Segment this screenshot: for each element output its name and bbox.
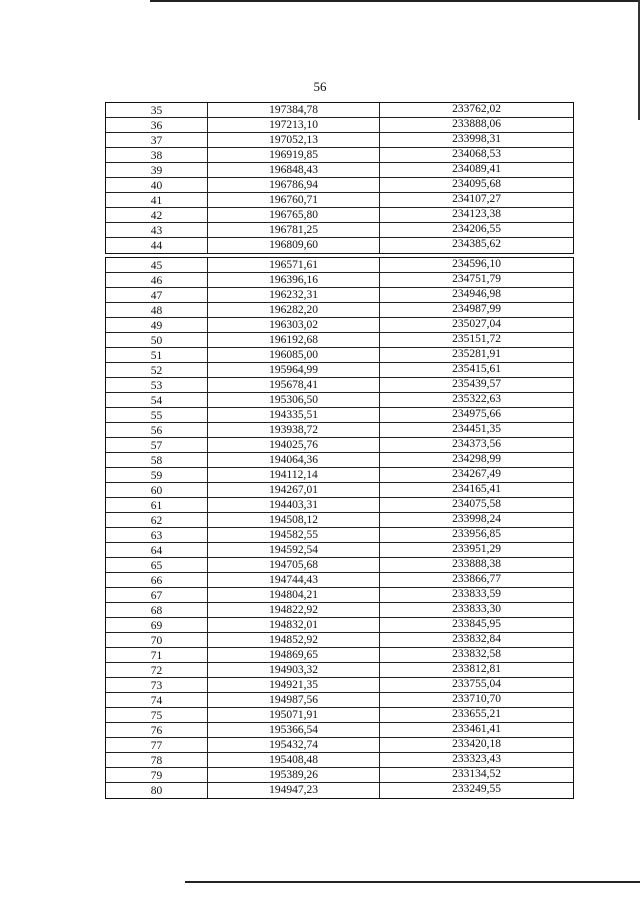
point-number-cell: 80 [106,783,208,798]
x-coordinate-cell: 195071,91 [208,708,380,722]
point-number-cell: 74 [106,693,208,707]
table-row [106,738,573,753]
y-coordinate-cell: 233951,29 [452,543,501,555]
y-coordinate-cell: 233888,38 [452,558,501,570]
table-row [106,133,573,148]
y-coordinate-cell: 233134,52 [452,768,501,780]
y-coordinate-cell: 234987,99 [452,303,501,315]
x-coordinate-cell: 197213,10 [208,118,380,132]
point-number-cell: 49 [106,318,208,332]
table-row [106,333,573,348]
point-number-cell: 65 [106,558,208,572]
x-coordinate-cell: 194987,56 [208,693,380,707]
table-row [106,693,573,708]
point-number-cell: 43 [106,223,208,237]
point-number-cell: 47 [106,288,208,302]
y-coordinate-cell: 233832,58 [452,648,501,660]
table-row [106,103,573,118]
point-number-cell: 73 [106,678,208,692]
x-coordinate-cell: 196848,43 [208,163,380,177]
x-coordinate-cell: 196919,85 [208,148,380,162]
table-row [106,558,573,573]
point-number-cell: 37 [106,133,208,147]
y-coordinate-cell: 233832,84 [452,633,501,645]
y-coordinate-cell: 234373,56 [452,438,501,450]
table-row [106,648,573,663]
x-coordinate-cell: 194112,14 [208,468,380,482]
table-row [106,618,573,633]
x-coordinate-cell: 193938,72 [208,423,380,437]
point-number-cell: 79 [106,768,208,782]
x-coordinate-cell: 194869,65 [208,648,380,662]
y-coordinate-cell: 235027,04 [452,318,501,330]
table-row [106,513,573,528]
y-coordinate-cell: 234068,53 [452,148,501,160]
y-coordinate-cell: 233833,30 [452,603,501,615]
y-coordinate-cell: 233710,70 [452,693,501,705]
y-coordinate-cell: 233845,95 [452,618,501,630]
y-coordinate-cell: 234298,99 [452,453,501,465]
y-coordinate-cell: 233249,55 [452,783,501,795]
y-coordinate-cell: 233812,81 [452,663,501,675]
point-number-cell: 36 [106,118,208,132]
point-number-cell: 50 [106,333,208,347]
table-row [106,193,573,208]
x-coordinate-cell: 196765,80 [208,208,380,222]
x-coordinate-cell: 195432,74 [208,738,380,752]
point-number-cell: 48 [106,303,208,317]
x-coordinate-cell: 196282,20 [208,303,380,317]
table-row [106,768,573,783]
point-number-cell: 70 [106,633,208,647]
table-row [106,573,573,588]
point-number-cell: 45 [106,258,208,272]
point-number-cell: 71 [106,648,208,662]
point-number-cell: 76 [106,723,208,737]
point-number-cell: 54 [106,393,208,407]
x-coordinate-cell: 196571,61 [208,258,380,272]
table-row [106,468,573,483]
x-coordinate-cell: 196396,16 [208,273,380,287]
x-coordinate-cell: 194947,23 [208,783,380,798]
x-coordinate-cell: 196303,02 [208,318,380,332]
y-coordinate-cell: 233998,31 [452,133,501,145]
point-number-cell: 72 [106,663,208,677]
y-coordinate-cell: 234975,66 [452,408,501,420]
point-number-cell: 63 [106,528,208,542]
x-coordinate-cell: 196232,31 [208,288,380,302]
x-coordinate-cell: 194903,32 [208,663,380,677]
y-coordinate-cell: 234165,41 [452,483,501,495]
table-row [106,453,573,468]
y-coordinate-cell: 234107,27 [452,193,501,205]
table-row [106,378,573,393]
x-coordinate-cell: 194822,92 [208,603,380,617]
point-number-cell: 67 [106,588,208,602]
table-row [106,633,573,648]
y-coordinate-cell: 235415,61 [452,363,501,375]
y-coordinate-cell: 233655,21 [452,708,501,720]
point-number-cell: 75 [106,708,208,722]
table-row [106,273,573,288]
x-coordinate-cell: 196809,60 [208,238,380,253]
table-row [106,498,573,513]
table-row [106,663,573,678]
point-number-cell: 62 [106,513,208,527]
y-coordinate-cell: 235151,72 [452,333,501,345]
point-number-cell: 64 [106,543,208,557]
point-number-cell: 38 [106,148,208,162]
x-coordinate-cell: 195678,41 [208,378,380,392]
y-coordinate-cell: 235439,57 [452,378,501,390]
x-coordinate-cell: 196786,94 [208,178,380,192]
point-number-cell: 61 [106,498,208,512]
x-coordinate-cell: 196760,71 [208,193,380,207]
scan-border-top [150,0,640,2]
point-number-cell: 60 [106,483,208,497]
table-row [106,163,573,178]
x-coordinate-cell: 194025,76 [208,438,380,452]
table-row [106,438,573,453]
y-coordinate-cell: 233762,02 [452,103,501,115]
point-number-cell: 69 [106,618,208,632]
x-coordinate-cell: 194705,68 [208,558,380,572]
point-number-cell: 42 [106,208,208,222]
table-row [106,223,573,238]
x-coordinate-cell: 194592,54 [208,543,380,557]
y-coordinate-cell: 234075,58 [452,498,501,510]
point-number-cell: 57 [106,438,208,452]
point-number-cell: 56 [106,423,208,437]
scan-border-bottom [185,881,640,883]
point-number-cell: 68 [106,603,208,617]
table-row [106,408,573,423]
y-coordinate-cell: 234123,38 [452,208,501,220]
y-coordinate-cell: 234206,55 [452,223,501,235]
y-coordinate-cell: 235281,91 [452,348,501,360]
x-coordinate-cell: 195389,26 [208,768,380,782]
y-coordinate-cell: 233323,43 [452,753,501,765]
x-coordinate-cell: 194335,51 [208,408,380,422]
table-row [106,118,573,133]
table-row [106,348,573,363]
table-row [106,708,573,723]
table-row [106,288,573,303]
table-row [106,678,573,693]
x-coordinate-cell: 194744,43 [208,573,380,587]
point-number-cell: 35 [106,103,208,117]
y-coordinate-cell: 234089,41 [452,163,501,175]
table-row [106,258,573,273]
table-row [106,543,573,558]
y-coordinate-cell: 233420,18 [452,738,501,750]
y-coordinate-cell: 233755,04 [452,678,501,690]
table-row [106,723,573,738]
x-coordinate-cell: 196781,25 [208,223,380,237]
x-coordinate-cell: 194508,12 [208,513,380,527]
y-coordinate-cell: 234596,10 [452,258,501,270]
table-row [106,393,573,408]
table-row [106,603,573,618]
point-number-cell: 77 [106,738,208,752]
y-coordinate-cell: 233998,24 [452,513,501,525]
x-coordinate-cell: 197052,13 [208,133,380,147]
y-coordinate-cell: 234385,62 [452,238,501,250]
table-row [106,483,573,498]
x-coordinate-cell: 195964,99 [208,363,380,377]
table-row [106,318,573,333]
table-row [106,588,573,603]
y-coordinate-cell: 233866,77 [452,573,501,585]
table-row [106,753,573,768]
y-coordinate-cell: 233833,59 [452,588,501,600]
point-number-cell: 40 [106,178,208,192]
point-number-cell: 59 [106,468,208,482]
y-coordinate-cell: 234451,35 [452,423,501,435]
y-coordinate-cell: 234751,79 [452,273,501,285]
point-number-cell: 52 [106,363,208,377]
x-coordinate-cell: 194064,36 [208,453,380,467]
x-coordinate-cell: 196192,68 [208,333,380,347]
x-coordinate-cell: 196085,00 [208,348,380,362]
table-row [106,363,573,378]
x-coordinate-cell: 194852,92 [208,633,380,647]
page-number: 56 [313,79,327,94]
point-number-cell: 39 [106,163,208,177]
point-number-cell: 44 [106,238,208,253]
table-row [106,303,573,318]
y-coordinate-cell: 235322,63 [452,393,501,405]
coordinates-table-block-1 [105,102,574,254]
table-row [106,148,573,163]
table-row [106,423,573,438]
table-row [106,238,573,253]
x-coordinate-cell: 194921,35 [208,678,380,692]
x-coordinate-cell: 194267,01 [208,483,380,497]
x-coordinate-cell: 195366,54 [208,723,380,737]
y-coordinate-cell: 234946,98 [452,288,501,300]
point-number-cell: 41 [106,193,208,207]
x-coordinate-cell: 195306,50 [208,393,380,407]
y-coordinate-cell: 233461,41 [452,723,501,735]
table-row [106,178,573,193]
point-number-cell: 55 [106,408,208,422]
x-coordinate-cell: 197384,78 [208,103,380,117]
point-number-cell: 78 [106,753,208,767]
y-coordinate-cell: 234267,49 [452,468,501,480]
point-number-cell: 51 [106,348,208,362]
table-row [106,528,573,543]
x-coordinate-cell: 194403,31 [208,498,380,512]
table-row [106,208,573,223]
point-number-cell: 66 [106,573,208,587]
point-number-cell: 58 [106,453,208,467]
coordinates-table-block-2 [105,257,574,799]
x-coordinate-cell: 194804,21 [208,588,380,602]
table-row [106,783,573,798]
x-coordinate-cell: 194582,55 [208,528,380,542]
point-number-cell: 53 [106,378,208,392]
y-coordinate-cell: 233888,06 [452,118,501,130]
y-coordinate-cell: 233956,85 [452,528,501,540]
y-coordinate-cell: 234095,68 [452,178,501,190]
x-coordinate-cell: 194832,01 [208,618,380,632]
x-coordinate-cell: 195408,48 [208,753,380,767]
point-number-cell: 46 [106,273,208,287]
